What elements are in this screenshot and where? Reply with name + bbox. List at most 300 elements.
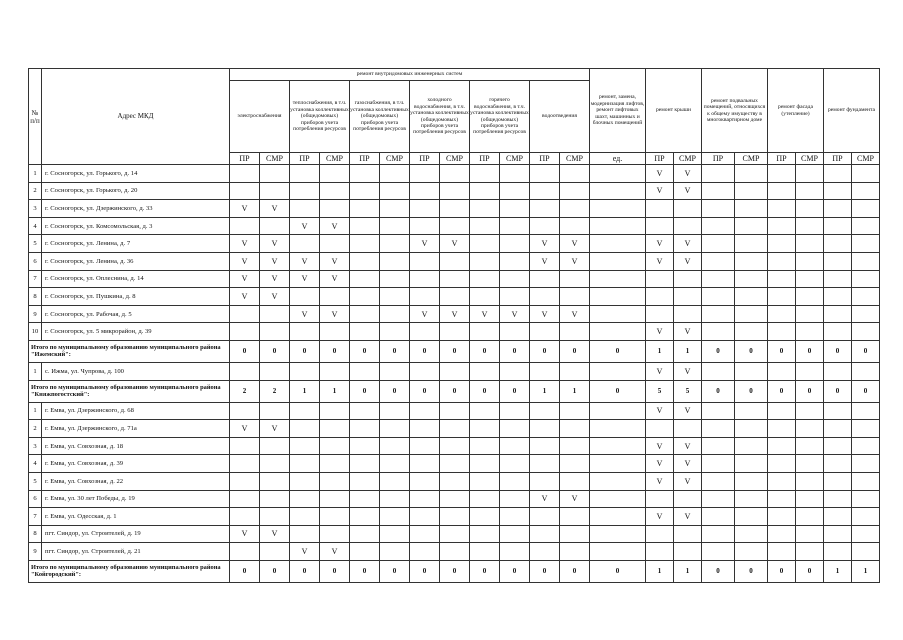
mark-cell [290, 490, 320, 508]
mark-cell: V [560, 235, 590, 253]
total-cell: 0 [440, 380, 470, 402]
mark-cell [260, 490, 290, 508]
mark-cell [290, 182, 320, 200]
mark-cell [560, 362, 590, 380]
mark-cell [500, 182, 530, 200]
mark-cell [410, 437, 440, 455]
mark-cell [530, 437, 560, 455]
table-row [29, 323, 880, 341]
mark-cell [350, 420, 380, 438]
mark-cell [824, 362, 852, 380]
mark-cell [852, 323, 880, 341]
sub-header-smr: СМР [735, 153, 768, 165]
total-cell: 0 [702, 340, 735, 362]
mark-cell [852, 490, 880, 508]
mark-cell [320, 525, 350, 543]
mark-cell [646, 270, 674, 288]
mark-cell [470, 420, 500, 438]
col-header-num: № п/п [29, 69, 42, 165]
mark-cell [350, 200, 380, 218]
mark-cell [796, 490, 824, 508]
mark-cell: V [260, 235, 290, 253]
mark-cell [560, 323, 590, 341]
mark-cell [410, 472, 440, 490]
total-cell: 0 [320, 340, 350, 362]
mark-cell: V [646, 252, 674, 270]
mark-cell: V [674, 235, 702, 253]
sub-header-smr: СМР [260, 153, 290, 165]
mark-cell [824, 305, 852, 323]
mark-cell: V [674, 437, 702, 455]
mark-cell: V [674, 362, 702, 380]
mark-cell [852, 165, 880, 183]
mark-cell [824, 252, 852, 270]
mark-cell [530, 402, 560, 420]
mark-cell [470, 252, 500, 270]
mark-cell [290, 362, 320, 380]
mark-cell [320, 165, 350, 183]
mark-cell [824, 420, 852, 438]
row-address: г. Сосногорск, ул. Рабочая, д. 5 [42, 305, 230, 323]
mark-cell [410, 252, 440, 270]
mark-cell [796, 288, 824, 306]
table-row [29, 420, 880, 438]
mark-cell [768, 402, 796, 420]
mark-cell [440, 472, 470, 490]
mark-cell [260, 362, 290, 380]
mark-cell [735, 305, 768, 323]
total-row [29, 380, 880, 402]
mark-cell [350, 543, 380, 561]
mark-cell [768, 252, 796, 270]
mark-cell [470, 455, 500, 473]
mark-cell: V [530, 305, 560, 323]
row-address: г. Емва, ул. Совхозная, д. 18 [42, 437, 230, 455]
mark-cell [768, 472, 796, 490]
mark-cell [796, 420, 824, 438]
mark-cell [852, 472, 880, 490]
row-number: 6 [29, 490, 42, 508]
mark-cell: V [646, 402, 674, 420]
mark-cell [735, 490, 768, 508]
mark-cell [646, 490, 674, 508]
mark-cell [796, 235, 824, 253]
mark-cell [796, 305, 824, 323]
total-cell: 0 [500, 380, 530, 402]
mark-cell [590, 323, 646, 341]
mark-cell [440, 200, 470, 218]
mark-cell [320, 455, 350, 473]
mark-cell [674, 288, 702, 306]
mark-cell [852, 182, 880, 200]
mark-cell [230, 402, 260, 420]
mark-cell [852, 508, 880, 526]
mark-cell [590, 455, 646, 473]
mark-cell [852, 305, 880, 323]
mark-cell: V [440, 305, 470, 323]
mark-cell [735, 235, 768, 253]
mark-cell: V [646, 165, 674, 183]
mark-cell [470, 437, 500, 455]
total-row-label: Итого по муниципальному образованию муниципального района "Княжпогостский": [29, 380, 230, 402]
mark-cell [500, 508, 530, 526]
mark-cell [702, 252, 735, 270]
mark-cell [380, 525, 410, 543]
mark-cell: V [646, 323, 674, 341]
total-cell: 1 [290, 380, 320, 402]
mark-cell [290, 200, 320, 218]
mark-cell [320, 437, 350, 455]
sub-header-pr: ПР [410, 153, 440, 165]
mark-cell: V [410, 235, 440, 253]
mark-cell [702, 472, 735, 490]
mark-cell [410, 543, 440, 561]
mark-cell [852, 362, 880, 380]
mark-cell [410, 420, 440, 438]
mark-cell [440, 252, 470, 270]
mark-cell [674, 490, 702, 508]
mark-cell [560, 543, 590, 561]
mark-cell [290, 402, 320, 420]
table-row [29, 525, 880, 543]
mark-cell [590, 270, 646, 288]
mark-cell [530, 525, 560, 543]
mark-cell [500, 252, 530, 270]
mark-cell [410, 270, 440, 288]
mark-cell [824, 525, 852, 543]
mark-cell [260, 217, 290, 235]
mark-cell [530, 270, 560, 288]
mark-cell [530, 362, 560, 380]
mark-cell [320, 508, 350, 526]
table-row [29, 508, 880, 526]
mark-cell [590, 420, 646, 438]
mark-cell [530, 472, 560, 490]
mark-cell [735, 200, 768, 218]
row-number: 6 [29, 252, 42, 270]
total-cell: 0 [735, 380, 768, 402]
mark-cell [852, 525, 880, 543]
row-address: г. Емва, ул. Совхозная, д. 22 [42, 472, 230, 490]
col-header-heat: теплоснабжения, в т.ч. установка коллективных (общедомовых) приборов учета потребления ресурсов [290, 81, 350, 153]
mark-cell [260, 472, 290, 490]
mark-cell [350, 323, 380, 341]
total-cell: 2 [230, 380, 260, 402]
mark-cell [768, 362, 796, 380]
mark-cell [410, 508, 440, 526]
mark-cell: V [260, 252, 290, 270]
mark-cell [350, 508, 380, 526]
row-address: г. Сосногорск, ул. Комсомольская, д. 3 [42, 217, 230, 235]
mark-cell [230, 323, 260, 341]
mark-cell [260, 455, 290, 473]
mark-cell [590, 402, 646, 420]
mark-cell [768, 437, 796, 455]
total-cell: 0 [852, 340, 880, 362]
mark-cell [674, 420, 702, 438]
mark-cell [590, 235, 646, 253]
mark-cell [500, 270, 530, 288]
mark-cell: V [320, 252, 350, 270]
total-cell: 0 [796, 380, 824, 402]
mark-cell [500, 323, 530, 341]
mark-cell [380, 182, 410, 200]
mark-cell [230, 508, 260, 526]
mark-cell [824, 472, 852, 490]
mark-cell [852, 288, 880, 306]
mark-cell [350, 402, 380, 420]
mark-cell [470, 288, 500, 306]
mark-cell [230, 455, 260, 473]
row-number: 1 [29, 362, 42, 380]
mark-cell [590, 252, 646, 270]
total-cell: 0 [440, 340, 470, 362]
mark-cell [735, 525, 768, 543]
mark-cell [646, 305, 674, 323]
row-address: г. Сосногорск, ул. Горького, д. 14 [42, 165, 230, 183]
mark-cell [470, 235, 500, 253]
mark-cell [500, 525, 530, 543]
mark-cell [440, 182, 470, 200]
total-cell: 0 [440, 560, 470, 582]
mark-cell [380, 288, 410, 306]
mark-cell [350, 252, 380, 270]
table-row [29, 252, 880, 270]
mark-cell: V [646, 455, 674, 473]
total-cell: 0 [590, 380, 646, 402]
total-cell: 0 [260, 560, 290, 582]
mark-cell [735, 252, 768, 270]
mark-cell [350, 165, 380, 183]
sub-header-smr: СМР [852, 153, 880, 165]
mark-cell: V [530, 490, 560, 508]
mark-cell [530, 508, 560, 526]
total-cell: 0 [500, 340, 530, 362]
mark-cell [290, 508, 320, 526]
total-cell: 0 [852, 380, 880, 402]
mark-cell [320, 472, 350, 490]
mark-cell: V [320, 543, 350, 561]
mark-cell [320, 323, 350, 341]
mark-cell [440, 165, 470, 183]
total-cell: 0 [470, 340, 500, 362]
mark-cell [320, 420, 350, 438]
sub-header-pr: ПР [768, 153, 796, 165]
mark-cell: V [646, 472, 674, 490]
mark-cell [530, 288, 560, 306]
mark-cell [796, 217, 824, 235]
mark-cell [560, 270, 590, 288]
mark-cell [470, 543, 500, 561]
mark-cell: V [646, 508, 674, 526]
total-cell: 0 [470, 380, 500, 402]
mark-cell [320, 288, 350, 306]
mark-cell: V [674, 182, 702, 200]
mark-cell [320, 402, 350, 420]
table-row [29, 217, 880, 235]
mark-cell: V [530, 252, 560, 270]
col-header-gas: газоснабжения, в т.ч. установка коллективных (общедомовых) приборов учета потребления ресурсов [350, 81, 410, 153]
row-address: г. Емва, ул. Дзержинского, д. 68 [42, 402, 230, 420]
mark-cell [702, 200, 735, 218]
row-address: г. Сосногорск, ул. Дзержинского, д. 33 [42, 200, 230, 218]
mark-cell [440, 455, 470, 473]
mark-cell [646, 288, 674, 306]
mark-cell [440, 217, 470, 235]
col-header-drain: водоотведения [530, 81, 590, 153]
mark-cell [380, 305, 410, 323]
total-cell: 1 [852, 560, 880, 582]
sub-header-smr: СМР [500, 153, 530, 165]
total-cell: 1 [674, 560, 702, 582]
mark-cell [500, 543, 530, 561]
table-body [29, 165, 880, 583]
total-cell: 1 [320, 380, 350, 402]
mark-cell [380, 472, 410, 490]
total-cell: 0 [290, 340, 320, 362]
mark-cell [440, 420, 470, 438]
mark-cell [350, 217, 380, 235]
mark-cell [290, 288, 320, 306]
mark-cell [674, 525, 702, 543]
mark-cell [440, 525, 470, 543]
total-cell: 0 [380, 340, 410, 362]
total-cell: 0 [410, 380, 440, 402]
mark-cell [440, 288, 470, 306]
mark-cell [290, 437, 320, 455]
sub-header-pr: ПР [824, 153, 852, 165]
mark-cell [470, 270, 500, 288]
total-cell: 0 [530, 340, 560, 362]
table-row [29, 362, 880, 380]
mark-cell [380, 437, 410, 455]
mark-cell [674, 543, 702, 561]
total-cell: 1 [646, 340, 674, 362]
row-address: г. Сосногорск, ул. 5 микрорайон, д. 39 [42, 323, 230, 341]
mark-cell [440, 508, 470, 526]
mark-cell [852, 543, 880, 561]
mark-cell [230, 165, 260, 183]
mark-cell [824, 490, 852, 508]
mark-cell [702, 437, 735, 455]
mark-cell [702, 402, 735, 420]
col-header-roof: ремонт крыши [646, 69, 702, 153]
mark-cell [470, 402, 500, 420]
row-number: 2 [29, 182, 42, 200]
mark-cell [440, 323, 470, 341]
total-cell: 0 [796, 340, 824, 362]
mark-cell [380, 508, 410, 526]
mark-cell [590, 305, 646, 323]
mark-cell: V [230, 235, 260, 253]
mark-cell [702, 323, 735, 341]
mark-cell [410, 182, 440, 200]
mark-cell [500, 420, 530, 438]
mark-cell: V [530, 235, 560, 253]
sub-header-smr: СМР [674, 153, 702, 165]
mark-cell: V [500, 305, 530, 323]
mark-cell: V [470, 305, 500, 323]
mark-cell [852, 455, 880, 473]
mark-cell [735, 165, 768, 183]
row-number: 1 [29, 402, 42, 420]
mark-cell [260, 402, 290, 420]
total-cell: 0 [410, 340, 440, 362]
mark-cell [350, 437, 380, 455]
mark-cell: V [674, 252, 702, 270]
total-cell: 0 [380, 380, 410, 402]
row-number: 5 [29, 472, 42, 490]
mark-cell [500, 455, 530, 473]
col-header-cold-water: холодного водоснабжения, в т.ч. установка коллективных (общедомовых) приборов учета потребления ресурсов [410, 81, 470, 153]
mark-cell [702, 182, 735, 200]
mark-cell [500, 165, 530, 183]
table-row [29, 543, 880, 561]
mark-cell: V [290, 270, 320, 288]
row-number: 4 [29, 455, 42, 473]
mark-cell [290, 165, 320, 183]
total-cell: 5 [674, 380, 702, 402]
table-row [29, 437, 880, 455]
mark-cell [735, 543, 768, 561]
mark-cell: V [230, 288, 260, 306]
mark-cell [260, 165, 290, 183]
mark-cell: V [320, 270, 350, 288]
row-number: 3 [29, 437, 42, 455]
mark-cell [768, 182, 796, 200]
mark-cell [470, 323, 500, 341]
row-address: г. Сосногорск, ул. Ленина, д. 7 [42, 235, 230, 253]
mark-cell [768, 525, 796, 543]
mark-cell [350, 182, 380, 200]
mark-cell: V [290, 252, 320, 270]
mark-cell [702, 165, 735, 183]
sub-header-smr: СМР [440, 153, 470, 165]
mark-cell [380, 490, 410, 508]
mark-cell [796, 323, 824, 341]
row-number: 5 [29, 235, 42, 253]
mark-cell [230, 490, 260, 508]
total-cell: 0 [230, 340, 260, 362]
mark-cell: V [260, 420, 290, 438]
mark-cell [702, 525, 735, 543]
mark-cell [230, 472, 260, 490]
mark-cell [674, 217, 702, 235]
mark-cell [796, 182, 824, 200]
mark-cell [470, 165, 500, 183]
mark-cell: V [674, 455, 702, 473]
mark-cell [560, 402, 590, 420]
mark-cell [230, 543, 260, 561]
row-address: г. Емва, ул. Одесская, д. 1 [42, 508, 230, 526]
mark-cell [735, 508, 768, 526]
mark-cell [824, 288, 852, 306]
mark-cell [768, 508, 796, 526]
total-cell: 0 [350, 380, 380, 402]
mark-cell: V [320, 217, 350, 235]
mark-cell [646, 217, 674, 235]
mark-cell [824, 402, 852, 420]
mark-cell [590, 200, 646, 218]
mark-cell: V [290, 217, 320, 235]
mark-cell [320, 235, 350, 253]
total-cell: 1 [560, 380, 590, 402]
mark-cell [380, 252, 410, 270]
mark-cell: V [320, 305, 350, 323]
sub-header-ed: ед. [590, 153, 646, 165]
mark-cell: V [230, 420, 260, 438]
mark-cell: V [260, 288, 290, 306]
